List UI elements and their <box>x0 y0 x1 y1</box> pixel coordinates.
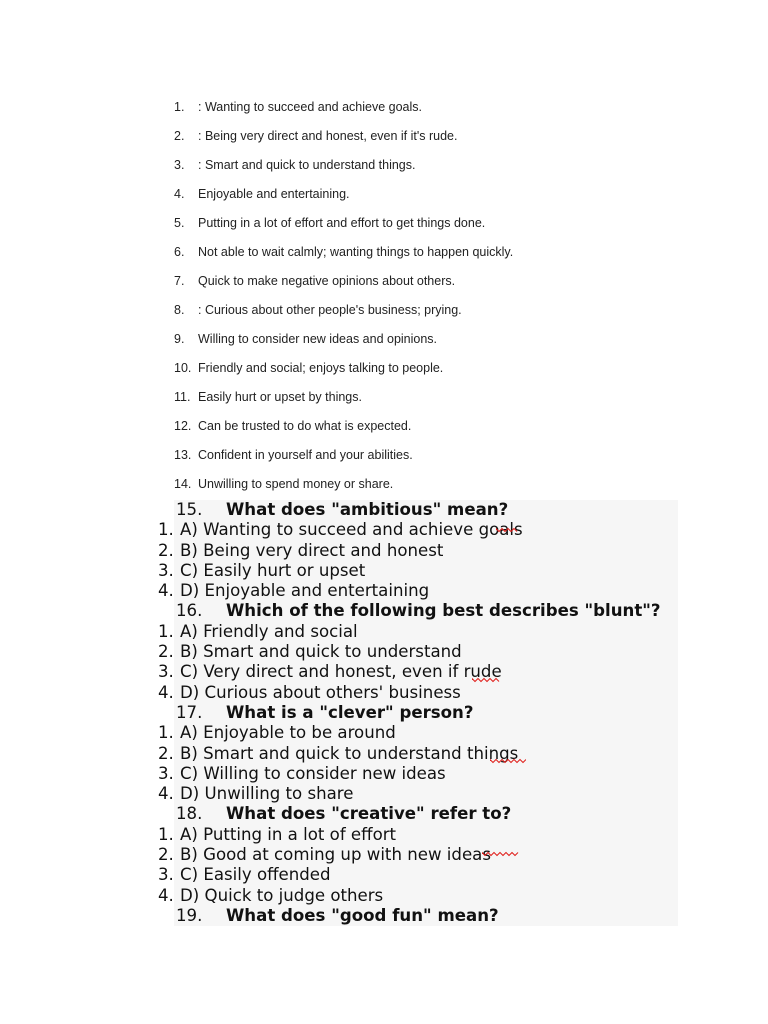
answer-option[interactable] <box>0 541 768 561</box>
definition-text: Confident in yourself and your abilities. <box>198 447 413 462</box>
option-text: B) Being very direct and honest <box>180 540 444 560</box>
definition-item[interactable] <box>174 353 674 382</box>
option-number: 2. <box>158 845 174 865</box>
option-text: A) Wanting to succeed and achieve goals <box>180 520 523 540</box>
definition-number: 6. <box>174 244 185 259</box>
definition-number: 7. <box>174 273 185 288</box>
question-number: 16. <box>176 601 203 621</box>
question-text: What does "good fun" mean? <box>226 905 499 925</box>
option-text: B) Good at coming up with new ideas <box>180 845 491 865</box>
option-number: 1. <box>158 621 174 641</box>
definition-number: 2. <box>174 128 185 143</box>
definition-item[interactable] <box>174 121 674 150</box>
option-number: 2. <box>158 642 174 662</box>
definition-number: 8. <box>174 302 185 317</box>
option-text: A) Enjoyable to be around <box>180 723 396 743</box>
answer-option[interactable] <box>0 723 768 743</box>
answer-option[interactable] <box>0 683 768 703</box>
option-text: D) Unwilling to share <box>180 784 354 804</box>
definition-item[interactable] <box>174 92 674 121</box>
definition-number: 10. <box>174 360 192 375</box>
definition-number: 4. <box>174 186 185 201</box>
definition-text: Enjoyable and entertaining. <box>198 186 350 201</box>
option-number: 3. <box>158 662 174 682</box>
option-text: B) Smart and quick to understand <box>180 642 462 662</box>
question-number: 17. <box>176 702 203 722</box>
question-heading[interactable] <box>0 703 768 723</box>
question-heading[interactable] <box>0 500 768 520</box>
definition-number: 9. <box>174 331 185 346</box>
definition-number: 12. <box>174 418 192 433</box>
question-text: What is a "clever" person? <box>226 702 474 722</box>
definition-item[interactable] <box>174 411 674 440</box>
definition-item[interactable] <box>174 469 674 498</box>
option-number: 2. <box>158 540 174 560</box>
answer-option[interactable] <box>0 622 768 642</box>
option-number: 4. <box>158 581 174 601</box>
definition-number: 5. <box>174 215 185 230</box>
option-number: 3. <box>158 560 174 580</box>
definition-item[interactable] <box>174 179 674 208</box>
option-text: D) Quick to judge others <box>180 885 384 905</box>
option-text: D) Curious about others' business <box>180 682 461 702</box>
question-text: What does "ambitious" mean? <box>226 500 509 519</box>
definition-text: : Smart and quick to understand things. <box>198 157 416 172</box>
definition-item[interactable] <box>174 440 674 469</box>
question-number: 18. <box>176 804 203 824</box>
definition-text: Not able to wait calmly; wanting things to happen quickly. <box>198 244 514 259</box>
option-number: 4. <box>158 682 174 702</box>
definition-item[interactable] <box>174 295 674 324</box>
answer-option[interactable] <box>0 825 768 845</box>
option-number: 1. <box>158 520 174 540</box>
answer-option[interactable] <box>0 520 768 540</box>
option-number: 3. <box>158 763 174 783</box>
question-heading[interactable] <box>0 906 768 926</box>
definition-list <box>174 92 674 498</box>
answer-option[interactable] <box>0 845 768 865</box>
answer-option[interactable] <box>0 642 768 662</box>
definition-number: 14. <box>174 476 192 491</box>
option-number: 2. <box>158 743 174 763</box>
option-number: 4. <box>158 885 174 905</box>
answer-option[interactable] <box>0 865 768 885</box>
option-text: C) Willing to consider new ideas <box>180 763 446 783</box>
question-heading[interactable] <box>0 804 768 824</box>
option-text: A) Putting in a lot of effort <box>180 824 397 844</box>
question-heading[interactable] <box>0 601 768 621</box>
definition-item[interactable] <box>174 237 674 266</box>
definition-text: : Curious about other people's business; prying. <box>198 302 462 317</box>
quiz-section <box>0 500 768 926</box>
definition-text: Can be trusted to do what is expected. <box>198 418 412 433</box>
definition-item[interactable] <box>174 382 674 411</box>
definition-text: : Being very direct and honest, even if it's rude. <box>198 128 458 143</box>
answer-option[interactable] <box>0 886 768 906</box>
option-text: C) Easily hurt or upset <box>180 560 366 580</box>
answer-option[interactable] <box>0 662 768 682</box>
answer-option[interactable] <box>0 764 768 784</box>
question-number: 15. <box>176 500 203 519</box>
option-text: C) Very direct and honest, even if rude <box>180 662 502 682</box>
answer-option[interactable] <box>0 561 768 581</box>
definition-item[interactable] <box>174 266 674 295</box>
definition-item[interactable] <box>174 324 674 353</box>
definition-text: : Wanting to succeed and achieve goals. <box>198 99 422 114</box>
definition-number: 1. <box>174 99 185 114</box>
option-number: 1. <box>158 824 174 844</box>
option-text: C) Easily offended <box>180 865 331 885</box>
definition-text: Unwilling to spend money or share. <box>198 476 394 491</box>
definition-text: Willing to consider new ideas and opinions. <box>198 331 438 346</box>
definition-text: Friendly and social; enjoys talking to people. <box>198 360 444 375</box>
definition-text: Quick to make negative opinions about others. <box>198 273 456 288</box>
answer-option[interactable] <box>0 744 768 764</box>
option-number: 1. <box>158 723 174 743</box>
answer-option[interactable] <box>0 581 768 601</box>
definition-item[interactable] <box>174 208 674 237</box>
definition-number: 3. <box>174 157 185 172</box>
question-text: Which of the following best describes "blunt"? <box>226 601 661 621</box>
option-text: B) Smart and quick to understand things <box>180 743 519 763</box>
option-text: A) Friendly and social <box>180 621 358 641</box>
definition-item[interactable] <box>174 150 674 179</box>
option-text: D) Enjoyable and entertaining <box>180 581 430 601</box>
question-text: What does "creative" refer to? <box>226 804 512 824</box>
option-number: 3. <box>158 865 174 885</box>
definition-number: 11. <box>174 389 191 404</box>
option-number: 4. <box>158 784 174 804</box>
question-number: 19. <box>176 905 203 925</box>
answer-option[interactable] <box>0 784 768 804</box>
definition-number: 13. <box>174 447 192 462</box>
definition-text: Easily hurt or upset by things. <box>198 389 362 404</box>
definition-text: Putting in a lot of effort and effort to get things done. <box>198 215 486 230</box>
